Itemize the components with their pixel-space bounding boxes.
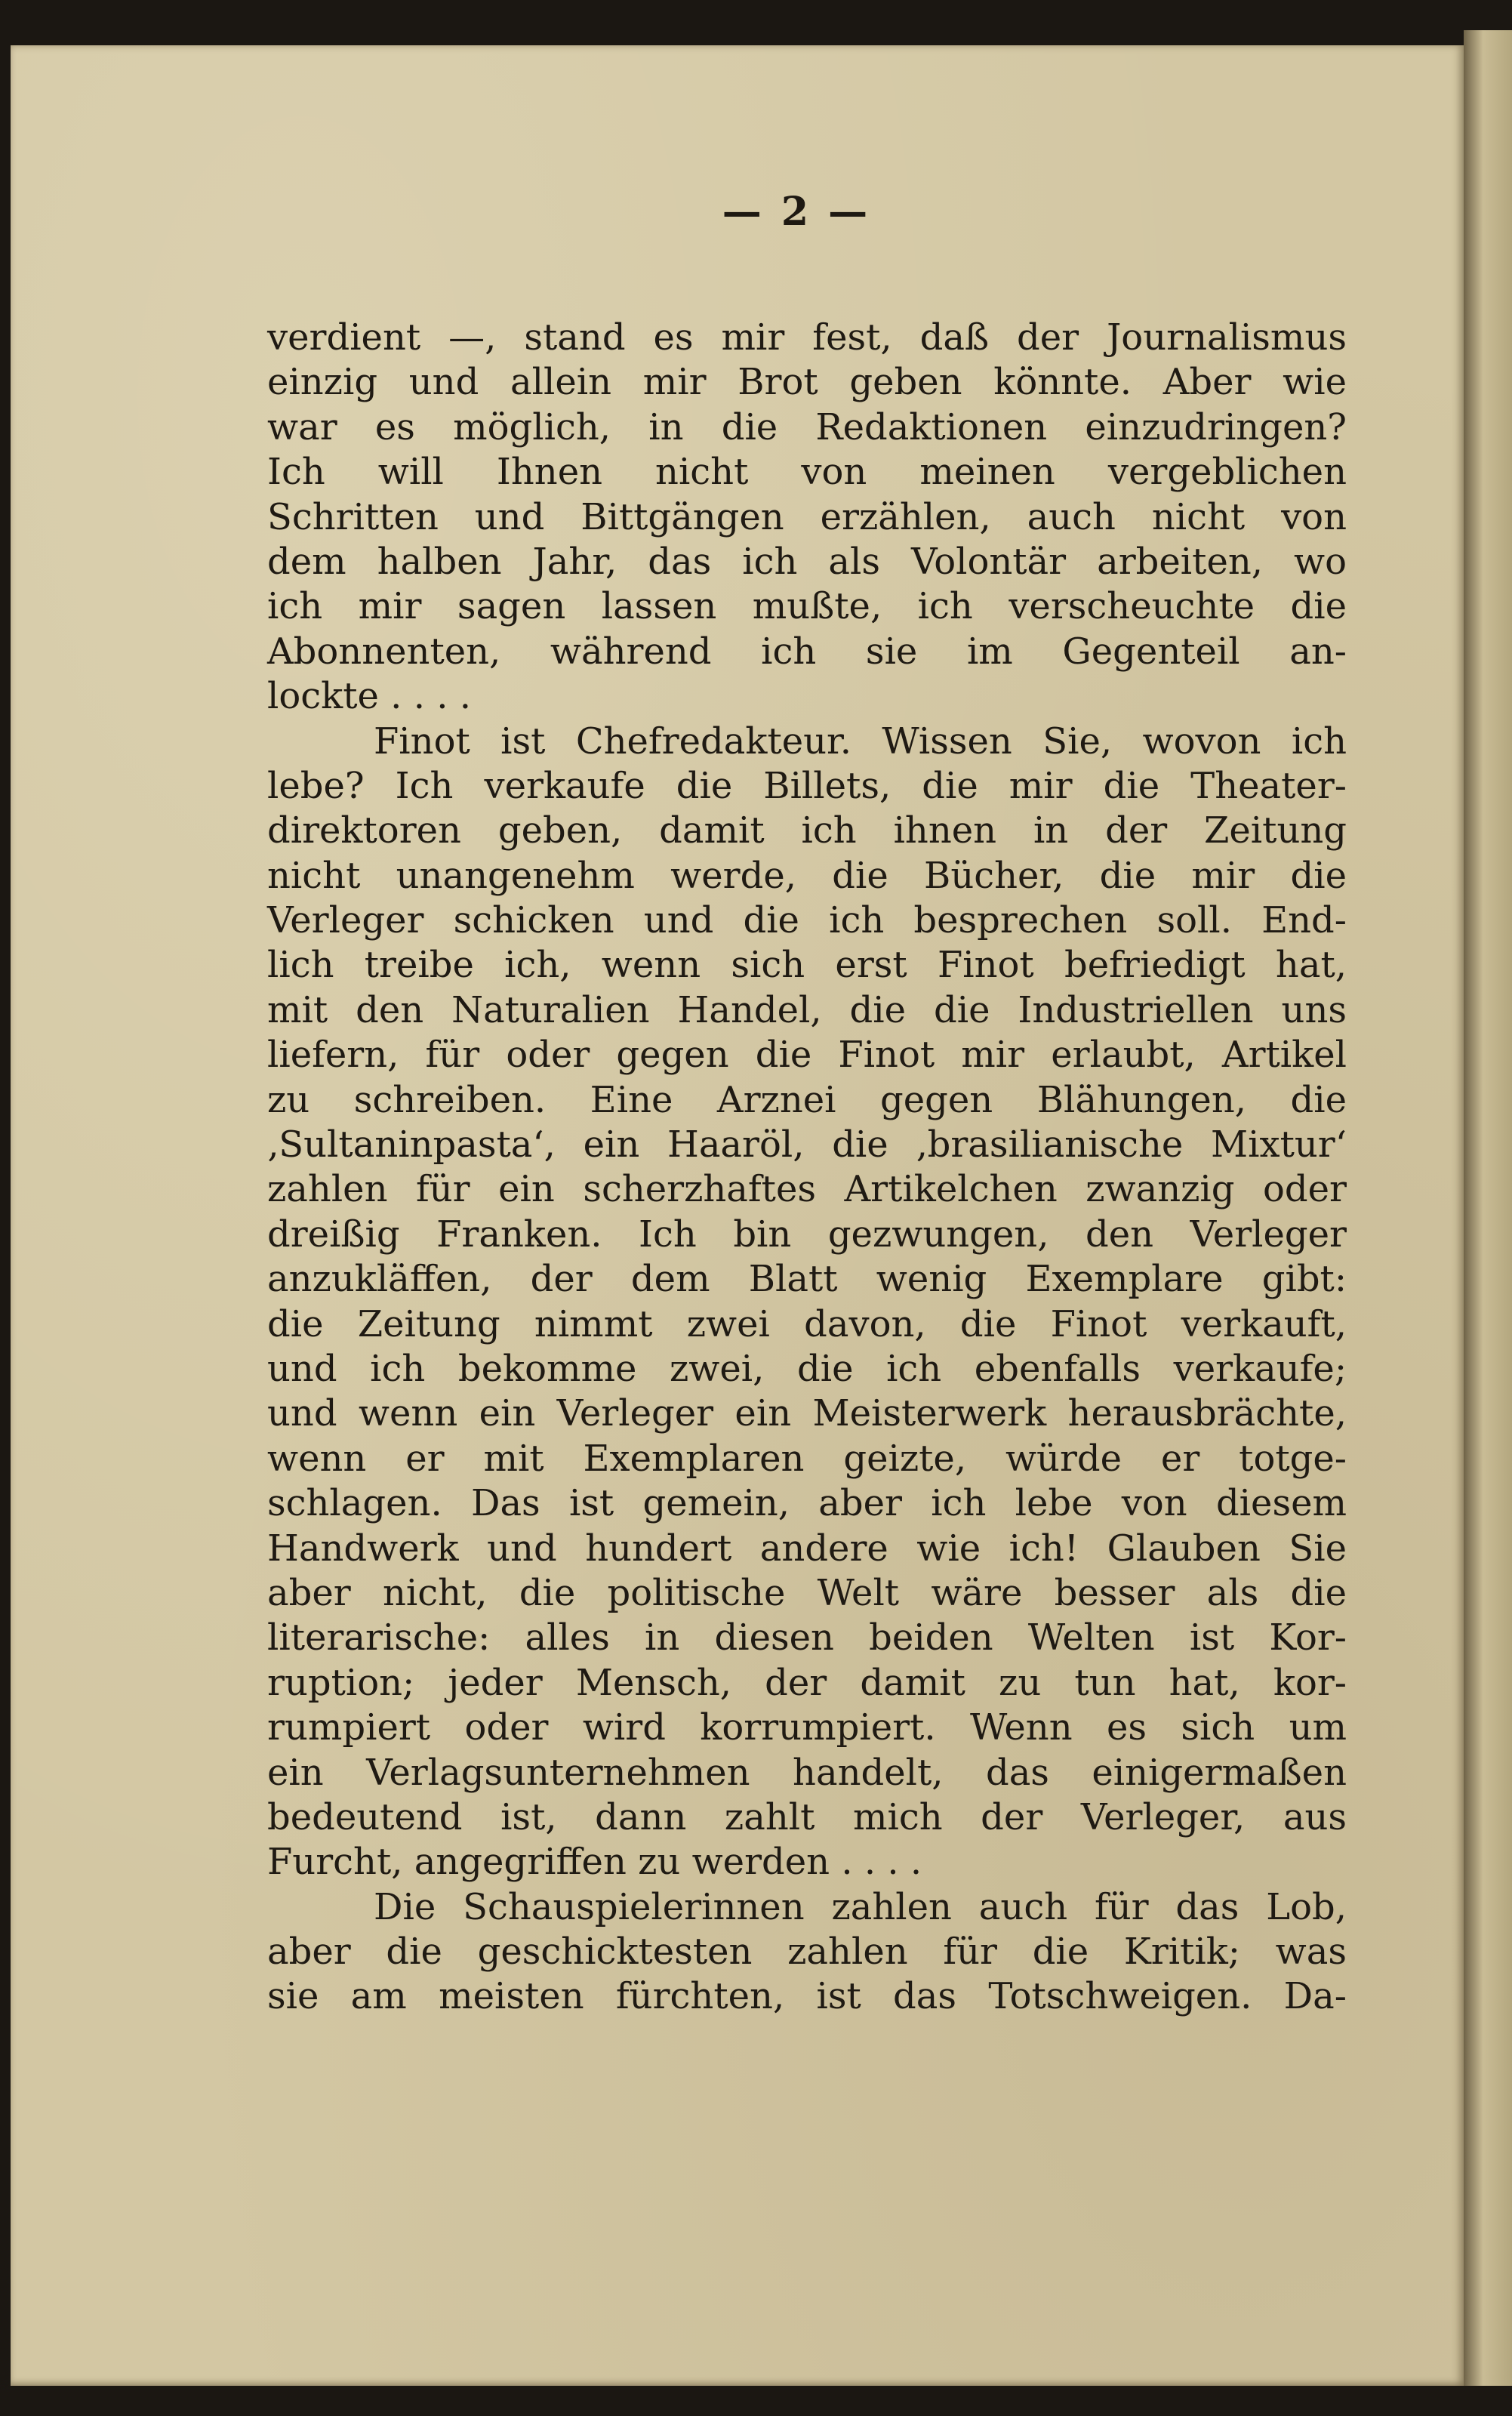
text-line: dreißig Franken. Ich bin gezwungen, den Verleger: [267, 1213, 1347, 1256]
text-line: Finot ist Chefredakteur. Wissen Sie, wovon ich: [374, 720, 1347, 763]
body-text: [267, 316, 1347, 2020]
text-line: aber nicht, die politische Welt wäre besser als die: [267, 1571, 1347, 1614]
text-line: lockte . . . .: [267, 675, 471, 718]
text-line: rumpiert oder wird korrumpiert. Wenn es sich um: [267, 1706, 1347, 1749]
text-line: mit den Naturalien Handel, die die Industriellen uns: [267, 988, 1347, 1031]
text-line: literarische: alles in diesen beiden Welten ist Kor-: [267, 1616, 1347, 1659]
text-line: Verleger schicken und die ich besprechen soll. End-: [267, 899, 1347, 942]
page-number: — 2 —: [722, 189, 871, 235]
text-line: liefern, für oder gegen die Finot mir erlaubt, Artikel: [267, 1034, 1347, 1077]
text-line: Schritten und Bittgängen erzählen, auch nicht von: [267, 495, 1347, 538]
text-line: direktoren geben, damit ich ihnen in der Zeitung: [267, 809, 1347, 852]
text-line: ich mir sagen lassen mußte, ich verscheuchte die: [267, 585, 1347, 628]
text-line: Furcht, angegriffen zu werden . . . .: [267, 1841, 922, 1884]
text-line: einzig und allein mir Brot geben könnte. Aber wie: [267, 361, 1347, 404]
text-line: wenn er mit Exemplaren geizte, würde er totge-: [267, 1437, 1347, 1480]
text-line: Abonnenten, während ich sie im Gegenteil an-: [267, 630, 1347, 673]
text-line: dem halben Jahr, das ich als Volontär arbeiten, wo: [267, 540, 1347, 583]
text-line: und ich bekomme zwei, die ich ebenfalls verkaufe;: [267, 1347, 1347, 1390]
text-line: ‚Sultaninpasta‘, ein Haaröl, die ‚brasilianische Mixtur‘: [267, 1123, 1347, 1166]
next-page-edge: [1464, 30, 1512, 2390]
text-line: Handwerk und hundert andere wie ich! Glauben Sie: [267, 1527, 1347, 1570]
text-line: nicht unangenehm werde, die Bücher, die mir die: [267, 854, 1347, 897]
text-line: Die Schauspielerinnen zahlen auch für das Lob,: [374, 1885, 1347, 1928]
text-line: war es möglich, in die Redaktionen einzudringen?: [267, 405, 1347, 448]
text-line: und wenn ein Verleger ein Meisterwerk herausbrächte,: [267, 1392, 1347, 1435]
text-line: bedeutend ist, dann zahlt mich der Verleger, aus: [267, 1795, 1347, 1838]
text-line: ein Verlagsunternehmen handelt, das einigermaßen: [267, 1751, 1347, 1794]
text-line: aber die geschicktesten zahlen für die Kritik; was: [267, 1931, 1347, 1974]
text-line: ruption; jeder Mensch, der damit zu tun hat, kor-: [267, 1661, 1347, 1704]
text-line: Ich will Ihnen nicht von meinen vergeblichen: [267, 451, 1347, 494]
text-line: zahlen für ein scherzhaftes Artikelchen zwanzig oder: [267, 1168, 1347, 1211]
text-line: lich treibe ich, wenn sich erst Finot befriedigt hat,: [267, 944, 1347, 987]
scan-bottom-edge: [0, 2386, 1512, 2416]
text-line: anzukläffen, der dem Blatt wenig Exemplare gibt:: [267, 1258, 1347, 1301]
text-line: verdient —, stand es mir fest, daß der Journalismus: [267, 316, 1347, 359]
text-line: zu schreiben. Eine Arznei gegen Blähungen, die: [267, 1078, 1347, 1121]
text-line: die Zeitung nimmt zwei davon, die Finot verkauft,: [267, 1302, 1347, 1345]
text-line: sie am meisten fürchten, ist das Totschweigen. Da-: [267, 1975, 1347, 2018]
text-line: lebe? Ich verkaufe die Billets, die mir die Theater-: [267, 764, 1347, 807]
text-line: schlagen. Das ist gemein, aber ich lebe von diesem: [267, 1482, 1347, 1525]
